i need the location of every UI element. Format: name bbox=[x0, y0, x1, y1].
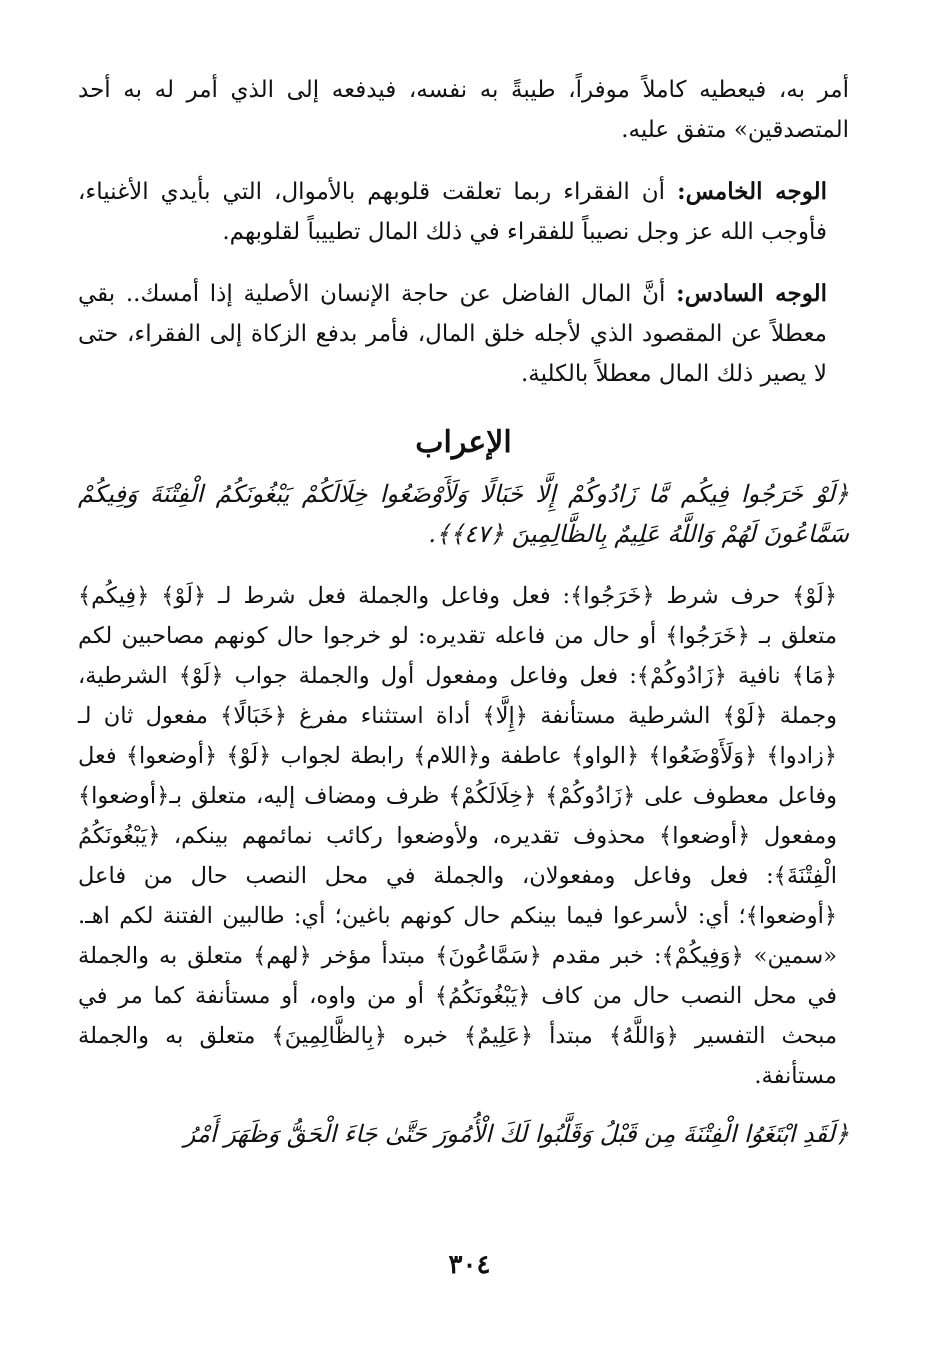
page-number: ٣٠٤ bbox=[448, 1250, 491, 1280]
quran-verse-48: ﴿لَقَدِ ابْتَغَوُا الْفِتْنَةَ مِن قَبْلُ وَقَلَّبُوا لَكَ الْأُمُورَ حَتَّىٰ جَاءَ الْحَقُّ وَظَهَرَ أَمْرُ bbox=[183, 1120, 849, 1148]
sixth-aspect-text: أنَّ المال الفاضل عن حاجة الإنسان الأصلية إذا أمسك.. بقي معطلاً عن المقصود الذي لأجله خلق المال، فأمر بدفع الزكاة إلى الفقراء، حتى لا يصير ذلك المال معطلاً بالكلية. bbox=[78, 281, 827, 387]
intro-paragraph: أمر به، فيعطيه كاملاً موفراً، طيبةً به نفسه، فيدفعه إلى الذي أمر له به أحد المتصدقين» متفق عليه. bbox=[78, 77, 849, 143]
quran-verse-47: ﴿لَوْ خَرَجُوا فِيكُم مَّا زَادُوكُمْ إِلَّا خَبَالًا وَلَأَوْضَعُوا خِلَالَكُمْ يَبْغُونَكُمُ الْفِتْنَةَ وَفِيكُمْ سَمَّاعُونَ لَهُمْ وَاللَّهُ عَلِيمٌ بِالظَّالِمِينَ ﴿٤٧﴾﴾. bbox=[78, 480, 849, 548]
irab-paragraph: ﴿لَوْ﴾ حرف شرط ﴿خَرَجُوا﴾: فعل وفاعل والجملة فعل شرط لـ ﴿لَوْ﴾ ﴿فِيكُم﴾ متعلق بـ ﴿خَرَجُوا﴾ أو حال من فاعله تقديره: لو خرجوا حال كونهم مصاحبين لكم ﴿مَا﴾ نافية ﴿زَادُوكُمْ﴾: فعل وفاعل ومفعول أول والجملة جواب ﴿لَوْ﴾ الشرطية، وجملة ﴿لَوْ﴾ الشرطية مستأنفة ﴿إِلَّا﴾ أداة استثناء مفرغ ﴿خَبَالًا﴾ مفعول ثان لـ ﴿زادوا﴾ ﴿وَلَأَوْضَعُوا﴾ ﴿الواو﴾ عاطفة و﴿اللام﴾ رابطة لجواب ﴿لَوْ﴾ ﴿أوضعوا﴾ فعل وفاعل معطوف على ﴿زَادُوكُمْ﴾ ﴿خِلَالَكُمْ﴾ ظرف ومضاف إليه، متعلق بـ﴿أوضعوا﴾ ومفعول ﴿أوضعوا﴾ محذوف تقديره، ولأوضعوا ركائب نمائمهم بينكم، ﴿يَبْغُونَكُمُ الْفِتْنَةَ﴾: فعل وفاعل ومفعولان، والجملة في محل النصب حال من فاعل ﴿أوضعوا﴾؛ أي: لأسرعوا فيما بينكم حال كونهم باغين؛ أي: طالبين الفتنة لكم اهـ. «سمين» ﴿وَفِيكُمْ﴾: خبر مقدم ﴿سَمَّاعُونَ﴾ مبتدأ مؤخر ﴿لهم﴾ متعلق به والجملة في محل النصب حال من كاف ﴿يَبْغُونَكُمُ﴾ أو من واوه، أو مستأنفة كما مر في مبحث التفسير ﴿وَاللَّهُ﴾ مبتدأ ﴿عَلِيمٌ﴾ خبره ﴿بِالظَّالِمِينَ﴾ متعلق به والجملة مستأنفة. bbox=[78, 583, 837, 1089]
fifth-aspect-label: الوجه الخامس: bbox=[677, 178, 827, 205]
sixth-aspect-label: الوجه السادس: bbox=[676, 280, 828, 307]
fifth-aspect-text: أن الفقراء ربما تعلقت قلوبهم بالأموال، التي بأيدي الأغنياء، فأوجب الله عز وجل نصيباً للفقراء في ذلك المال تطييباً لقلوبهم. bbox=[78, 179, 827, 245]
section-title: الإعراب bbox=[415, 425, 512, 460]
sixth-aspect-paragraph bbox=[78, 274, 849, 394]
fifth-aspect-paragraph bbox=[78, 172, 849, 252]
